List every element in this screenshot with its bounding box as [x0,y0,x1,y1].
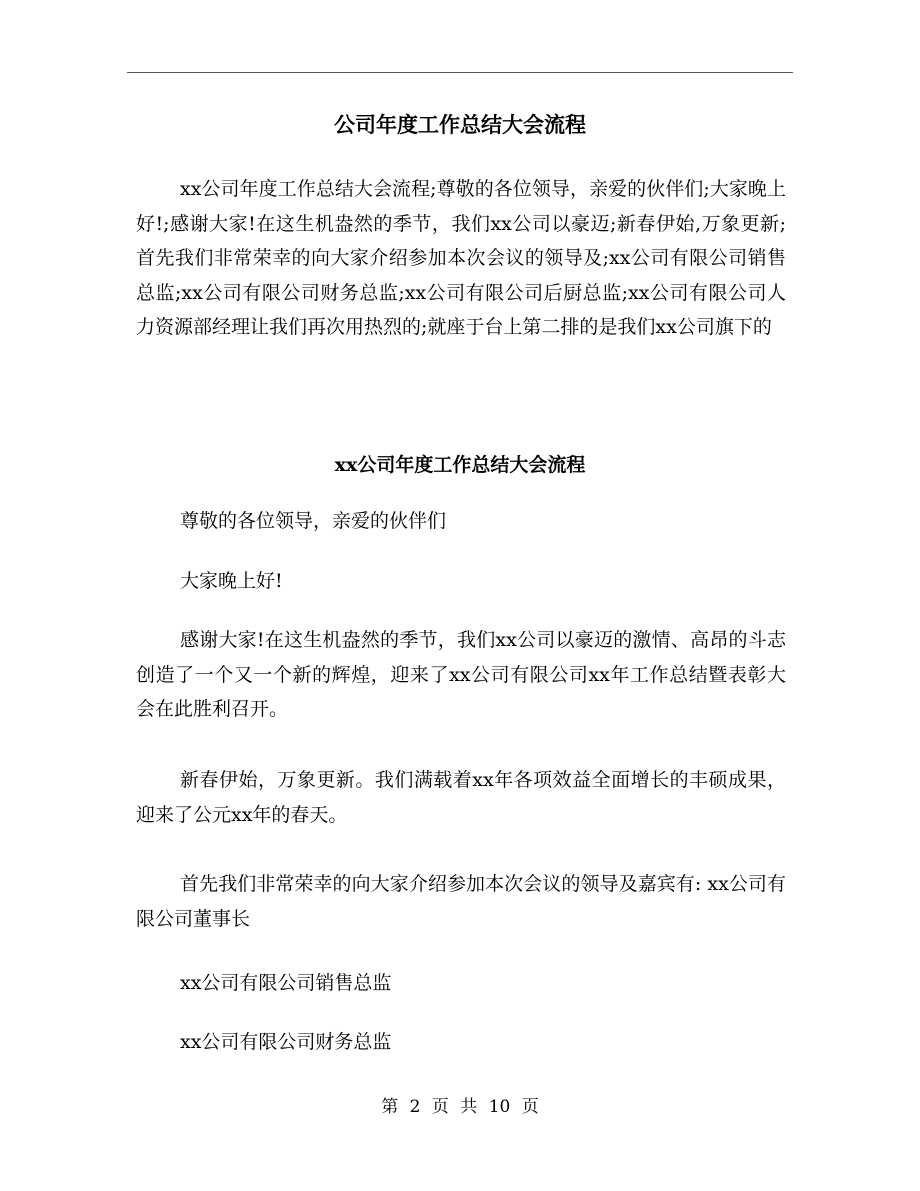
section-heading: xx公司年度工作总结大会流程 [334,454,586,476]
body-paragraph: xx公司有限公司销售总监 [180,972,392,994]
body-paragraph: xx公司有限公司财务总监 [180,1031,392,1053]
page-number: 第 2 页 共 10 页 [381,1097,539,1117]
document-title: 公司年度工作总结大会流程 [334,112,586,137]
summary-paragraph: xx公司年度工作总结大会流程;尊敬的各位领导，亲爱的伙伴们;大家晚上好!;感谢大家!在这生机盎然的季节，我们xx公司以豪迈;新春伊始,万象更新;首先我们非常荣幸的向大家介绍参加本次会议的领导及;xx公司有限公司销售总监;xx公司有限公司财务总监;xx公司有限公司后厨总监;xx公司有限公司人力资源部经理让我们再次用热烈的;就座于台上第二排的是我们xx公司旗下的 [136,178,786,338]
body-paragraph: 尊敬的各位领导，亲爱的伙伴们 [180,510,447,532]
header-rule [127,72,793,73]
body-paragraph: 新春伊始，万象更新。我们满载着xx年各项效益全面增长的丰硕成果，迎来了公元xx年的春天。 [136,769,786,826]
body-paragraph: 首先我们非常荣幸的向大家介绍参加本次会议的领导及嘉宾有: xx公司有限公司董事长 [136,873,786,930]
body-paragraph: 大家晚上好! [180,570,283,592]
body-paragraph: 感谢大家!在这生机盎然的季节，我们xx公司以豪迈的激情、高昂的斗志创造了一个又一个新的辉煌，迎来了xx公司有限公司xx年工作总结暨表彰大会在此胜利召开。 [136,629,786,720]
